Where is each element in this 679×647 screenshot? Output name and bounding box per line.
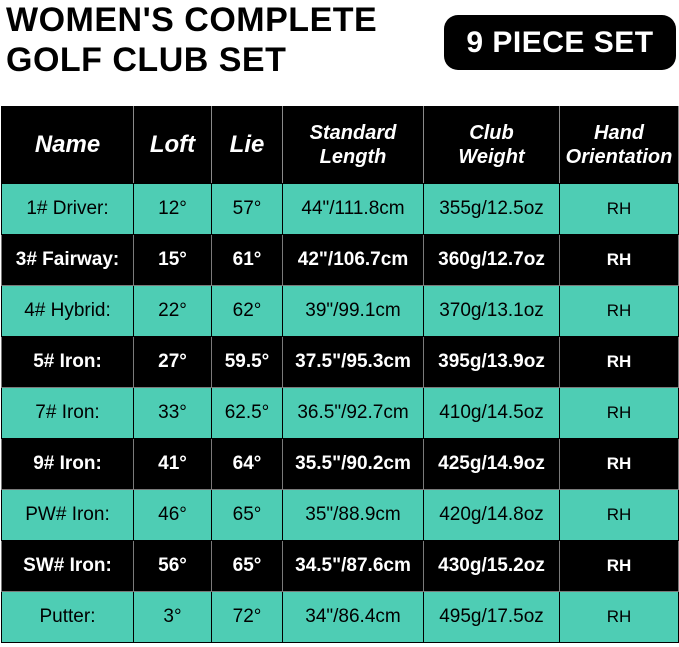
cell-length: 35"/88.9cm [283, 490, 424, 541]
cell-length: 34"/86.4cm [283, 592, 424, 643]
title-line-2: GOLF CLUB SET [6, 41, 287, 79]
cell-name: 5# Iron: [2, 337, 134, 388]
cell-lie: 65° [212, 490, 283, 541]
column-header-text: Weight [458, 146, 525, 168]
table-row [2, 184, 679, 235]
table-row [2, 592, 679, 643]
table-row [2, 286, 679, 337]
cell-hand: RH [560, 235, 679, 286]
cell-length: 34.5"/87.6cm [283, 541, 424, 592]
column-header-loft [134, 107, 212, 184]
column-header-text: Loft [149, 131, 196, 158]
cell-length: 39"/99.1cm [283, 286, 424, 337]
column-header-hand-orientation [560, 107, 679, 184]
title-line-1: WOMEN'S COMPLETE [6, 1, 378, 39]
cell-name: 4# Hybrid: [2, 286, 134, 337]
column-header-text: Lie [229, 131, 265, 158]
cell-lie: 62.5° [212, 388, 283, 439]
cell-loft: 41° [134, 439, 212, 490]
cell-hand: RH [560, 490, 679, 541]
cell-hand: RH [560, 337, 679, 388]
column-header-text: Name [34, 131, 101, 158]
cell-weight: 395g/13.9oz [424, 337, 560, 388]
cell-weight: 410g/14.5oz [424, 388, 560, 439]
cell-length: 35.5"/90.2cm [283, 439, 424, 490]
cell-lie: 57° [212, 184, 283, 235]
cell-name: 3# Fairway: [2, 235, 134, 286]
piece-count-badge: 9 PIECE SET [444, 15, 676, 70]
cell-weight: 430g/15.2oz [424, 541, 560, 592]
table-row [2, 235, 679, 286]
cell-hand: RH [560, 388, 679, 439]
column-header-text: Orientation [565, 146, 673, 168]
cell-hand: RH [560, 184, 679, 235]
cell-weight: 360g/12.7oz [424, 235, 560, 286]
column-header-text: Club [469, 122, 514, 144]
cell-loft: 33° [134, 388, 212, 439]
cell-weight: 495g/17.5oz [424, 592, 560, 643]
cell-lie: 59.5° [212, 337, 283, 388]
cell-weight: 425g/14.9oz [424, 439, 560, 490]
table-row [2, 388, 679, 439]
cell-name: PW# Iron: [2, 490, 134, 541]
cell-name: 1# Driver: [2, 184, 134, 235]
cell-lie: 64° [212, 439, 283, 490]
cell-loft: 22° [134, 286, 212, 337]
column-header-name [2, 107, 134, 184]
table-body [2, 184, 679, 643]
page-title [6, 0, 377, 80]
column-header-text: Length [319, 146, 387, 168]
cell-hand: RH [560, 439, 679, 490]
cell-name: SW# Iron: [2, 541, 134, 592]
table-row [2, 490, 679, 541]
cell-loft: 27° [134, 337, 212, 388]
cell-name: 7# Iron: [2, 388, 134, 439]
table-header-row [2, 107, 679, 184]
cell-loft: 46° [134, 490, 212, 541]
table-row [2, 337, 679, 388]
cell-weight: 370g/13.1oz [424, 286, 560, 337]
cell-lie: 65° [212, 541, 283, 592]
cell-name: 9# Iron: [2, 439, 134, 490]
cell-loft: 3° [134, 592, 212, 643]
cell-hand: RH [560, 286, 679, 337]
cell-hand: RH [560, 541, 679, 592]
cell-length: 44"/111.8cm [283, 184, 424, 235]
cell-lie: 61° [212, 235, 283, 286]
column-header-text: Standard [309, 122, 397, 144]
cell-loft: 15° [134, 235, 212, 286]
cell-hand: RH [560, 592, 679, 643]
cell-weight: 420g/14.8oz [424, 490, 560, 541]
cell-loft: 12° [134, 184, 212, 235]
column-header-club-weight [424, 107, 560, 184]
cell-length: 36.5"/92.7cm [283, 388, 424, 439]
cell-lie: 72° [212, 592, 283, 643]
table-row [2, 439, 679, 490]
club-specs-table [1, 106, 679, 643]
column-header-lie [212, 107, 283, 184]
cell-name: Putter: [2, 592, 134, 643]
cell-length: 42"/106.7cm [283, 235, 424, 286]
table-row [2, 541, 679, 592]
column-header-text: Hand [594, 122, 644, 144]
cell-length: 37.5"/95.3cm [283, 337, 424, 388]
column-header-standard-length [283, 107, 424, 184]
cell-weight: 355g/12.5oz [424, 184, 560, 235]
cell-lie: 62° [212, 286, 283, 337]
cell-loft: 56° [134, 541, 212, 592]
